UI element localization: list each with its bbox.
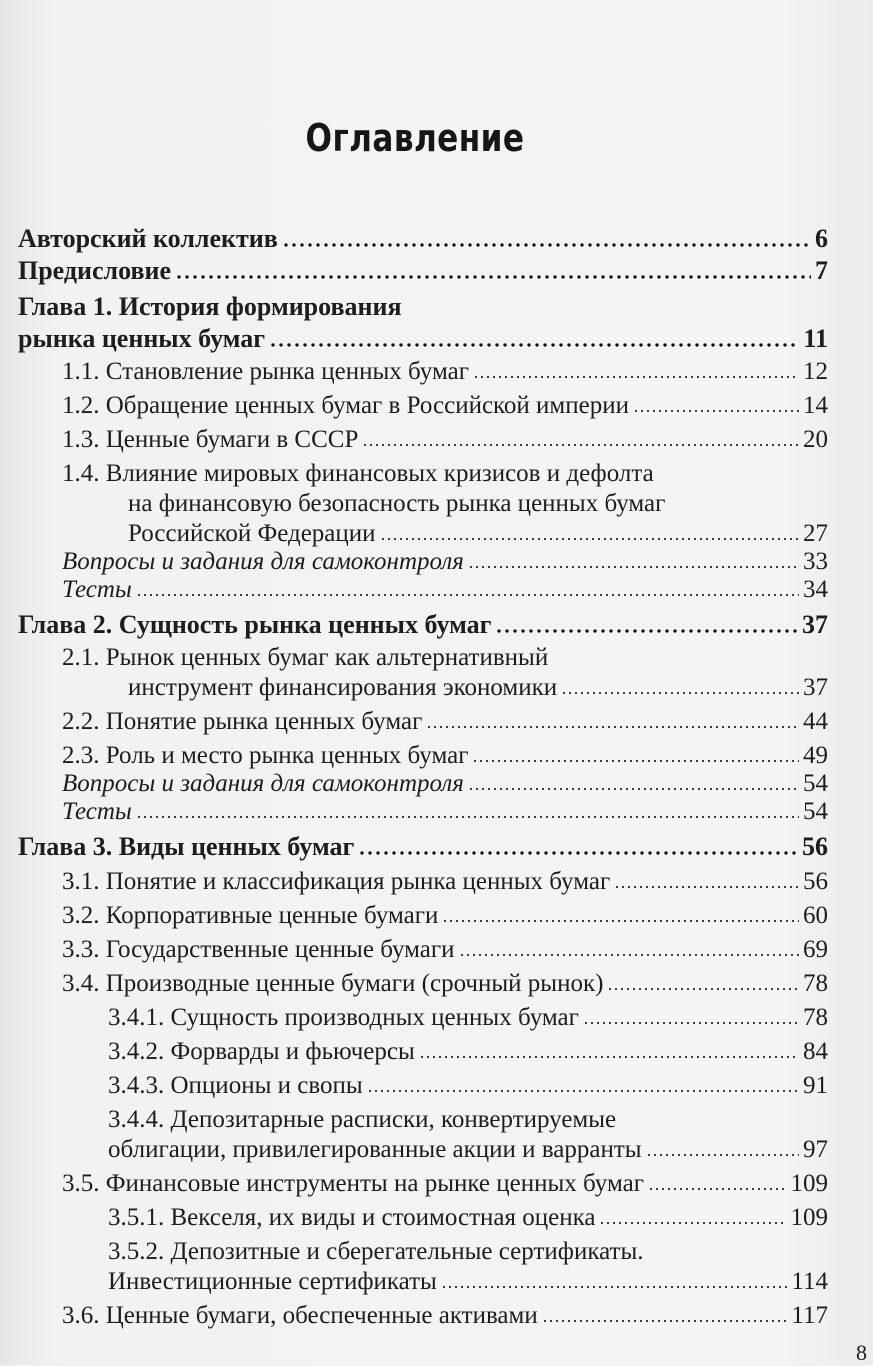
dot-leader bbox=[607, 987, 799, 991]
toc-entry-page: 114 bbox=[791, 1268, 828, 1295]
dot-leader bbox=[542, 1319, 788, 1323]
dot-leader bbox=[495, 629, 798, 633]
toc-entry bbox=[62, 548, 828, 576]
dot-leader bbox=[459, 953, 799, 957]
toc-entry bbox=[62, 1302, 828, 1330]
toc-entry bbox=[108, 1072, 828, 1100]
toc-entry-title: 1.3. Ценные бумаги в СССР bbox=[62, 426, 359, 453]
toc-entry-page: 12 bbox=[803, 358, 828, 385]
dot-leader bbox=[419, 1055, 799, 1059]
toc-entry-page: 84 bbox=[803, 1038, 828, 1065]
dot-leader bbox=[367, 1089, 799, 1093]
toc-entry-title: Вопросы и задания для самоконтроля bbox=[62, 770, 464, 797]
toc-entry bbox=[108, 1268, 828, 1296]
toc-entry-title: 2.3. Роль и место рынка ценных бумаг bbox=[62, 742, 469, 769]
toc-entry-title: 1.2. Обращение ценных бумаг в Российской империи bbox=[62, 392, 629, 419]
dot-leader bbox=[362, 443, 799, 447]
toc-entry-page: 14 bbox=[803, 392, 828, 419]
toc-entry bbox=[62, 902, 828, 930]
toc-entry-page: 37 bbox=[803, 674, 828, 701]
dot-leader bbox=[473, 375, 799, 379]
dot-leader bbox=[472, 759, 799, 763]
toc-entry-page: 49 bbox=[803, 742, 828, 769]
toc-entry-title: 3.3. Государственные ценные бумаги bbox=[62, 936, 455, 963]
toc-entry-title: 1.1. Становление рынка ценных бумаг bbox=[62, 358, 469, 385]
toc-entry-title: 3.4. Производные ценные бумаги (срочный рынок) bbox=[62, 970, 604, 997]
toc-entry-page: 109 bbox=[790, 1204, 828, 1231]
toc-entry-page: 117 bbox=[791, 1302, 828, 1329]
dot-leader bbox=[380, 537, 799, 541]
toc-entry-page: 97 bbox=[803, 1136, 828, 1163]
toc-entry bbox=[62, 576, 828, 604]
toc-entry bbox=[62, 936, 828, 964]
toc-entry bbox=[128, 674, 828, 702]
dot-leader bbox=[468, 565, 799, 569]
toc-entry-title: 3.5. Финансовые инструменты на рынке ценных бумаг bbox=[62, 1170, 644, 1197]
toc-entry bbox=[62, 392, 828, 420]
toc-entry-title: Тесты bbox=[62, 798, 132, 825]
toc-entry bbox=[108, 1204, 828, 1232]
toc-chapter-entry bbox=[18, 832, 828, 862]
toc-entry-title: облигации, привилегированные акции и варранты bbox=[108, 1136, 642, 1163]
toc-entry-line: 1.4. Влияние мировых финансовых кризисов и дефолта bbox=[62, 460, 654, 487]
toc-entry-page: 109 bbox=[790, 1170, 828, 1197]
dot-leader bbox=[561, 691, 799, 695]
dot-leader bbox=[583, 1021, 799, 1025]
toc-entry-page: 78 bbox=[803, 970, 828, 997]
toc-entry bbox=[108, 1038, 828, 1066]
toc-entry bbox=[62, 742, 828, 770]
dot-leader bbox=[136, 593, 799, 597]
dot-leader bbox=[646, 1153, 799, 1157]
toc-entry-title: Предисловие bbox=[18, 256, 172, 285]
toc-entry-line: 3.4.4. Депозитарные расписки, конвертируемые bbox=[108, 1106, 617, 1133]
toc-entry-title: 3.1. Понятие и классификация рынка ценных бумаг bbox=[62, 868, 611, 895]
toc-entry-line: 3.5.2. Депозитные и сберегательные сертификаты. bbox=[108, 1238, 644, 1265]
dot-leader bbox=[426, 725, 799, 729]
toc-entry bbox=[18, 224, 828, 254]
toc-entry-title: 3.5.1. Векселя, их виды и стоимостная оценка bbox=[108, 1204, 596, 1231]
dot-leader bbox=[633, 409, 799, 413]
toc-entry-page: 7 bbox=[815, 256, 828, 285]
toc-entry-title: Тесты bbox=[62, 576, 132, 603]
toc-entry-title: 3.4.3. Опционы и свопы bbox=[108, 1072, 363, 1099]
toc-entry bbox=[62, 708, 828, 736]
toc-entry-title: Глава 3. Виды ценных бумаг bbox=[18, 832, 355, 861]
chapter-heading-line: Глава 1. История формирования bbox=[18, 292, 402, 321]
toc-entry-title: 3.4.2. Форварды и фьючерсы bbox=[108, 1038, 415, 1065]
toc-entry bbox=[62, 426, 828, 454]
toc-entry-page: 78 bbox=[803, 1004, 828, 1031]
dot-leader bbox=[442, 919, 799, 923]
toc-entry-title: инструмент финансирования экономики bbox=[128, 674, 558, 701]
toc-chapter-entry bbox=[18, 324, 828, 354]
dot-leader bbox=[599, 1221, 786, 1225]
toc-entry-page: 91 bbox=[803, 1072, 828, 1099]
toc-entry bbox=[18, 256, 828, 286]
toc-entry-title: рынка ценных бумаг bbox=[18, 324, 266, 353]
toc-entry-page: 54 bbox=[803, 770, 828, 797]
toc-entry bbox=[62, 1170, 828, 1198]
dot-leader bbox=[136, 815, 799, 819]
toc-entry-line: на финансовую безопасность рынка ценных бумаг bbox=[128, 490, 666, 517]
toc-entry-page: 69 bbox=[803, 936, 828, 963]
toc-entry-page: 54 bbox=[803, 798, 828, 825]
toc-entry-title: Авторский коллектив bbox=[18, 224, 278, 253]
toc-entry-page: 6 bbox=[815, 224, 828, 253]
toc-entry-page: 20 bbox=[803, 426, 828, 453]
toc-entry-line: 2.1. Рынок ценных бумаг как альтернативный bbox=[62, 644, 549, 671]
toc-entry-page: 33 bbox=[803, 548, 828, 575]
toc-entry-title: Российской Федерации bbox=[128, 520, 376, 547]
toc-entry bbox=[62, 770, 828, 798]
toc-entry-page: 27 bbox=[803, 520, 828, 547]
dot-leader bbox=[269, 343, 799, 347]
toc-entry-page: 44 bbox=[803, 708, 828, 735]
toc-entry-page: 60 bbox=[803, 902, 828, 929]
toc-entry bbox=[128, 520, 828, 548]
toc-entry-title: Глава 2. Сущность рынка ценных бумаг bbox=[18, 610, 492, 639]
dot-leader bbox=[468, 787, 799, 791]
toc-chapter-entry bbox=[18, 610, 828, 640]
toc-entry-title: 2.2. Понятие рынка ценных бумаг bbox=[62, 708, 423, 735]
toc-entry bbox=[62, 868, 828, 896]
dot-leader bbox=[614, 885, 799, 889]
toc-entry-page: 34 bbox=[803, 576, 828, 603]
dot-leader bbox=[648, 1187, 787, 1191]
toc-entry bbox=[108, 1136, 828, 1164]
toc-entry-title: Инвестиционные сертификаты bbox=[108, 1268, 437, 1295]
toc-entry-page: 11 bbox=[803, 324, 828, 353]
dot-leader bbox=[441, 1285, 788, 1289]
toc-entry-page: 56 bbox=[803, 868, 828, 895]
toc-entry bbox=[62, 970, 828, 998]
toc-entry-title: 3.6. Ценные бумаги, обеспеченные активами bbox=[62, 1302, 538, 1329]
dot-leader bbox=[358, 851, 798, 855]
toc-entry-title: 3.2. Корпоративные ценные бумаги bbox=[62, 902, 439, 929]
toc-entry-title: Вопросы и задания для самоконтроля bbox=[62, 548, 464, 575]
toc-entry bbox=[62, 798, 828, 826]
toc-entry-page: 56 bbox=[802, 832, 828, 861]
dot-leader bbox=[282, 243, 811, 247]
toc-entry-title: 3.4.1. Сущность производных ценных бумаг bbox=[108, 1004, 579, 1031]
dot-leader bbox=[175, 275, 811, 279]
page-number: 8 bbox=[856, 1340, 867, 1365]
toc-entry-page: 37 bbox=[802, 610, 828, 639]
toc-entry bbox=[62, 358, 828, 386]
toc-entry bbox=[108, 1004, 828, 1032]
page-title: Оглавление bbox=[305, 116, 525, 160]
